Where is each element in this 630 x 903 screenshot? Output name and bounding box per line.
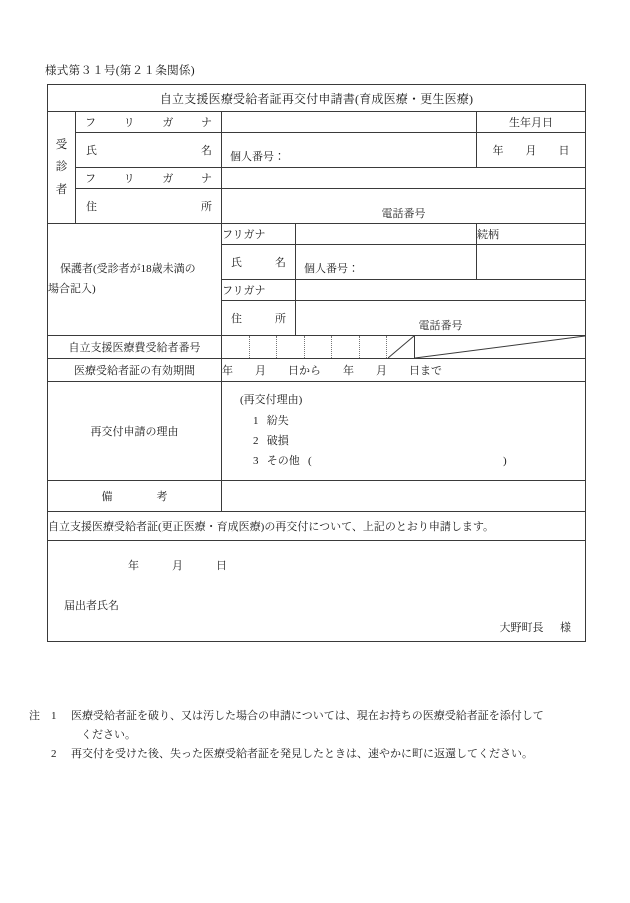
- reason-option-damaged-label: 破損: [266, 435, 289, 447]
- open-paren: (: [308, 455, 312, 468]
- recipient-number-label: 自立支援医療費受給者番号: [48, 336, 222, 359]
- guardian-section-label: [48, 224, 222, 336]
- guardian-address-label-right: 所: [275, 313, 286, 325]
- furigana-char-fu: フ: [85, 173, 96, 185]
- reissue-reason-heading: (再交付理由): [240, 394, 303, 407]
- patient-dob-header: 生年月日: [477, 112, 586, 133]
- guardian-name-label-cell: [222, 245, 296, 280]
- footnote-1-line-2: ください。: [81, 728, 136, 741]
- reason-option-other-number: 3: [253, 455, 259, 468]
- patient-name-furigana-label-cell: [76, 112, 222, 133]
- furigana-char-ri: リ: [123, 117, 135, 129]
- remarks-label: 備 考: [48, 481, 222, 512]
- patient-address-furigana-label-cell: [76, 168, 222, 189]
- patient-address-input[interactable]: [222, 189, 586, 224]
- guardian-address-label: [222, 310, 295, 326]
- guardian-address-label-left: 住: [231, 313, 242, 325]
- form-number-heading: 様式第３１号(第２１条関係): [45, 65, 195, 77]
- guardian-name-furigana-label: フリガナ: [222, 224, 296, 245]
- table-row-declaration-statement: [48, 512, 586, 541]
- reason-option-other[interactable]: [222, 451, 585, 471]
- footnote-marker-spacer: [29, 745, 51, 764]
- applicant-name-label: 届出者氏名: [64, 600, 119, 612]
- patient-address-label-right: 所: [201, 201, 212, 213]
- patient-name-furigana-label: [76, 114, 221, 130]
- form-title: 自立支援医療受給者証再交付申請書(育成医療・更生医療): [48, 85, 586, 112]
- reason-option-lost-number: 1: [253, 414, 259, 427]
- recipient-number-input[interactable]: [222, 336, 586, 359]
- digit-cell[interactable]: [222, 336, 250, 358]
- patient-address-label: [76, 198, 221, 214]
- footnotes: [29, 707, 604, 764]
- patient-name-label: [76, 142, 221, 158]
- table-row-reissue-reason: [48, 382, 586, 481]
- digit-cell[interactable]: [277, 336, 305, 358]
- footnote-item-2: [29, 745, 604, 764]
- patient-name-input[interactable]: [222, 133, 477, 168]
- footnote-1-index: 1: [51, 710, 57, 722]
- remarks-input[interactable]: [222, 481, 586, 512]
- footnote-item-1: [29, 707, 604, 726]
- patient-mynumber-label: 個人番号：: [230, 151, 285, 163]
- guardian-name-label-left: 氏: [231, 257, 242, 269]
- reason-option-lost[interactable]: [222, 411, 585, 431]
- close-paren: ): [503, 455, 507, 468]
- signature-block: [48, 541, 586, 642]
- reason-option-other-prefix: [253, 451, 503, 471]
- footnote-1-line-1: 医療受給者証を破り、又は汚した場合の申請については、現在お持ちの医療受給者証を添付して: [71, 710, 544, 722]
- table-row-patient-address: [48, 189, 586, 224]
- patient-tel-label: 電話番号: [381, 208, 426, 220]
- patient-name-label-cell: [76, 133, 222, 168]
- guardian-address-furigana-label: フリガナ: [222, 280, 296, 301]
- patient-dob-input[interactable]: 年 月 日: [477, 133, 586, 168]
- guardian-address-label-cell: [222, 301, 296, 336]
- furigana-char-ga: ガ: [162, 173, 174, 185]
- digit-cell[interactable]: [305, 336, 333, 358]
- guardian-mynumber-label: 個人番号：: [304, 263, 359, 275]
- reason-option-damaged[interactable]: [222, 431, 585, 451]
- patient-address-furigana-input[interactable]: [222, 168, 586, 189]
- declaration-statement: 自立支援医療受給者証(更正医療・育成医療)の再交付について、上記のとおり申請します。: [48, 512, 586, 541]
- furigana-char-fu: フ: [85, 117, 96, 129]
- patient-name-furigana-input[interactable]: [222, 112, 477, 133]
- table-row-patient-address-furigana: [48, 168, 586, 189]
- patient-label-char-2: 診: [55, 161, 68, 174]
- reason-option-lost-label: 紛失: [266, 414, 289, 427]
- guardian-address-input[interactable]: [296, 301, 586, 336]
- table-row-validity-period: [48, 359, 586, 382]
- small-slash-icon: [388, 336, 414, 358]
- furigana-char-na: ナ: [200, 173, 212, 185]
- furigana-char-ga: ガ: [162, 117, 174, 129]
- table-row-remarks: [48, 481, 586, 512]
- reason-option-damaged-number: 2: [253, 435, 259, 447]
- guardian-name-furigana-input[interactable]: [296, 224, 477, 245]
- furigana-char-na: ナ: [200, 117, 212, 129]
- reissue-reason-options[interactable]: [222, 382, 586, 481]
- footnote-marker: 注: [29, 710, 40, 722]
- guardian-relation-label: 続柄: [477, 224, 586, 245]
- submission-date-input[interactable]: 年 月 日: [128, 560, 227, 572]
- table-row-signature-block: [48, 541, 586, 642]
- validity-period-label: 医療受給者証の有効期間: [48, 359, 222, 382]
- guardian-label-line-1: 保護者(受診者が18歳未満の: [60, 263, 196, 276]
- guardian-name-input[interactable]: [296, 245, 477, 280]
- patient-address-label-cell: [76, 189, 222, 224]
- reason-option-other-label: その他: [266, 455, 300, 468]
- addressee-title: 大野町長: [499, 622, 544, 634]
- digit-cell[interactable]: [250, 336, 278, 358]
- guardian-label-line-2: 場合記入): [48, 282, 96, 295]
- table-row-guardian-furigana: [48, 224, 586, 245]
- footnote-2-line-1: 再交付を受けた後、失った医療受給者証を発見したときは、速やかに町に返還してください。: [71, 747, 533, 760]
- digit-cell[interactable]: [332, 336, 360, 358]
- large-diagonal-strikethrough-icon: [414, 336, 585, 358]
- table-row-title: [48, 85, 586, 112]
- patient-address-furigana-label: [76, 170, 221, 186]
- guardian-name-label: [222, 254, 295, 270]
- addressee-line: [500, 619, 572, 635]
- table-row-recipient-number: [48, 336, 586, 359]
- patient-label-char-1: 受: [55, 138, 68, 151]
- application-form-table: [47, 84, 586, 642]
- reissue-reason-label: 再交付申請の理由: [48, 382, 222, 481]
- patient-label-char-3: 者: [55, 183, 68, 196]
- patient-name-label-left: 氏: [86, 145, 97, 157]
- guardian-address-furigana-input[interactable]: [296, 280, 586, 301]
- patient-address-label-left: 住: [86, 201, 97, 213]
- addressee-honorific: 様: [560, 622, 572, 634]
- patient-name-label-right: 名: [201, 145, 212, 157]
- furigana-char-ri: リ: [123, 173, 135, 185]
- validity-period-input[interactable]: 年 月 日から 年 月 日まで: [222, 359, 586, 382]
- table-row-patient-furigana: [48, 112, 586, 133]
- guardian-relation-input[interactable]: [477, 245, 586, 280]
- guardian-tel-label: 電話番号: [418, 320, 463, 332]
- table-row-patient-name: [48, 133, 586, 168]
- recipient-number-digit-cells[interactable]: [222, 336, 414, 358]
- guardian-name-label-right: 名: [275, 257, 286, 269]
- patient-vertical-label: [48, 112, 76, 224]
- digit-cell[interactable]: [360, 336, 388, 358]
- footnote-2-index: 2: [51, 747, 57, 760]
